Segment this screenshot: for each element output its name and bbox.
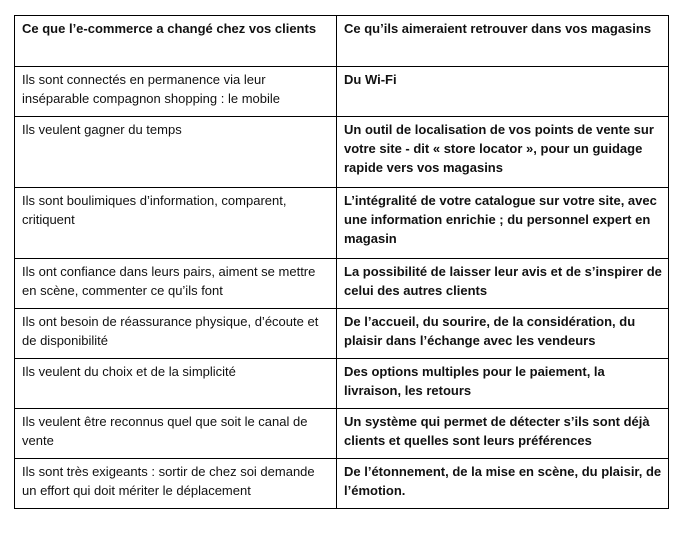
table-cell-expectation: L’intégralité de votre catalogue sur votre site, avec une information enrichie ; du personnel expert en magasin	[337, 188, 669, 259]
table-row	[15, 67, 669, 117]
table-cell-behavior: Ils ont besoin de réassurance physique, d’écoute et de disponibilité	[15, 309, 337, 359]
table-cell-behavior: Ils veulent être reconnus quel que soit le canal de vente	[15, 409, 337, 459]
table-row	[15, 309, 669, 359]
table-cell-expectation: Des options multiples pour le paiement, la livraison, les retours	[337, 359, 669, 409]
table-row	[15, 188, 669, 259]
table-cell-behavior: Ils ont confiance dans leurs pairs, aiment se mettre en scène, commenter ce qu’ils font	[15, 259, 337, 309]
table-cell-expectation: De l’accueil, du sourire, de la considération, du plaisir dans l’échange avec les vendeurs	[337, 309, 669, 359]
table-cell-behavior: Ils sont connectés en permanence via leur inséparable compagnon shopping : le mobile	[15, 67, 337, 117]
table-cell-expectation: Un système qui permet de détecter s’ils sont déjà clients et quelles sont leurs préférences	[337, 409, 669, 459]
table-header-row	[15, 16, 669, 67]
table-row	[15, 117, 669, 188]
table-cell-expectation: Un outil de localisation de vos points de vente sur votre site - dit « store locator », pour un guidage rapide vers vos magasins	[337, 117, 669, 188]
table-row	[15, 459, 669, 509]
table-cell-expectation: De l’étonnement, de la mise en scène, du plaisir, de l’émotion.	[337, 459, 669, 509]
comparison-table	[14, 15, 669, 509]
table-cell-expectation: La possibilité de laisser leur avis et de s’inspirer de celui des autres clients	[337, 259, 669, 309]
table-cell-behavior: Ils veulent du choix et de la simplicité	[15, 359, 337, 409]
table-row	[15, 359, 669, 409]
table-cell-behavior: Ils sont très exigeants : sortir de chez soi demande un effort qui doit mériter le déplacement	[15, 459, 337, 509]
table-cell-behavior: Ils veulent gagner du temps	[15, 117, 337, 188]
table-cell-behavior: Ils sont boulimiques d’information, comparent, critiquent	[15, 188, 337, 259]
header-cell-store-expectations: Ce qu’ils aimeraient retrouver dans vos magasins	[337, 16, 669, 67]
table-cell-expectation: Du Wi-Fi	[337, 67, 669, 117]
table-row	[15, 409, 669, 459]
table-row	[15, 259, 669, 309]
header-cell-ecommerce-changes: Ce que l’e-commerce a changé chez vos clients	[15, 16, 337, 67]
